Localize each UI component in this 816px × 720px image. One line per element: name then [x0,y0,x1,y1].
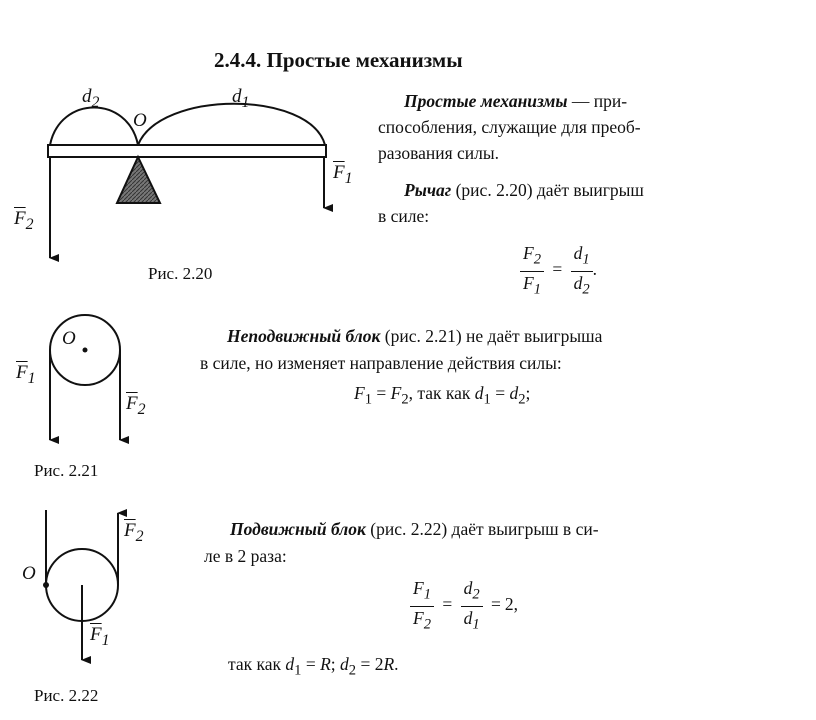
lever-diagram [48,104,326,258]
movable-frac-d: $\frac{d_2}{d_1}$ [461,577,483,635]
label-o-lever: O [133,110,147,131]
label-f1-movable: $\overline{F}_1$ [90,624,110,649]
movable-point-o [43,582,49,588]
label-f1-lever: $\overline{F}_1$ [333,162,353,187]
label-f2-fixed: $\overline{F}_2$ [126,393,146,418]
lever-beam [48,145,326,157]
intro-line1-rest: — при- [567,91,628,111]
arc-d2 [50,108,138,146]
intro-line-3: разования силы. [378,143,500,163]
label-f2-lever: $\overline{F}_2$ [14,208,34,233]
label-o-movable: O [22,563,36,584]
fixed-block-line-2: в силе, но изменяет направление действия силы: [200,353,562,373]
lever-formula: $\frac{F_2}{F_1}$ = $\frac{d_1}{d_2}$ . [520,242,597,300]
movable-block-condition: так как $d_1 = R$; $d_2 = 2R$. [228,654,399,679]
intro-line-2: способления, служащие для преоб- [378,117,641,137]
fulcrum-triangle [117,157,160,203]
movable-block-line1-rest: (рис. 2.22) даёт выигрыш в си- [365,519,599,539]
fixed-pulley-diagram [50,315,120,440]
movable-block-line-2: ле в 2 раза: [204,546,287,566]
caption-fig-2-20: Рис. 2.20 [148,264,213,283]
fixed-block-line1-rest: (рис. 2.21) не даёт выигрыша [380,326,603,346]
lever-frac-d: $\frac{d_1}{d_2}$ [571,242,593,300]
label-d2: $d_2$ [82,86,100,111]
label-f1-fixed: $\overline{F}_1$ [16,362,36,387]
intro-term: Простые механизмы [404,91,568,111]
caption-fig-2-22: Рис. 2.22 [34,686,99,705]
fixed-block-term: Неподвижный блок [227,326,381,346]
label-o-fixed: O [62,328,76,349]
fixed-block-formula: $F_1 = F_2$, так как $d_1 = d_2$; [354,383,531,408]
lever-line-2: в силе: [378,206,430,226]
movable-block-term: Подвижный блок [230,519,366,539]
movable-frac-f: $\frac{F_1}{F_2}$ [410,577,434,635]
label-f2-movable: $\overline{F}_2$ [124,520,144,545]
fixed-pulley-axis [83,348,88,353]
lever-line1-rest: (рис. 2.20) даёт выигрыш [451,180,644,200]
caption-fig-2-21: Рис. 2.21 [34,461,99,480]
movable-block-formula: $\frac{F_1}{F_2}$ = $\frac{d_2}{d_1}$ = 2, [410,577,518,635]
label-d1: $d_1$ [232,86,250,111]
lever-term: Рычаг [404,180,452,200]
lever-frac-f: $\frac{F_2}{F_1}$ [520,242,544,300]
section-title: 2.4.4. Простые механизмы [214,48,463,72]
